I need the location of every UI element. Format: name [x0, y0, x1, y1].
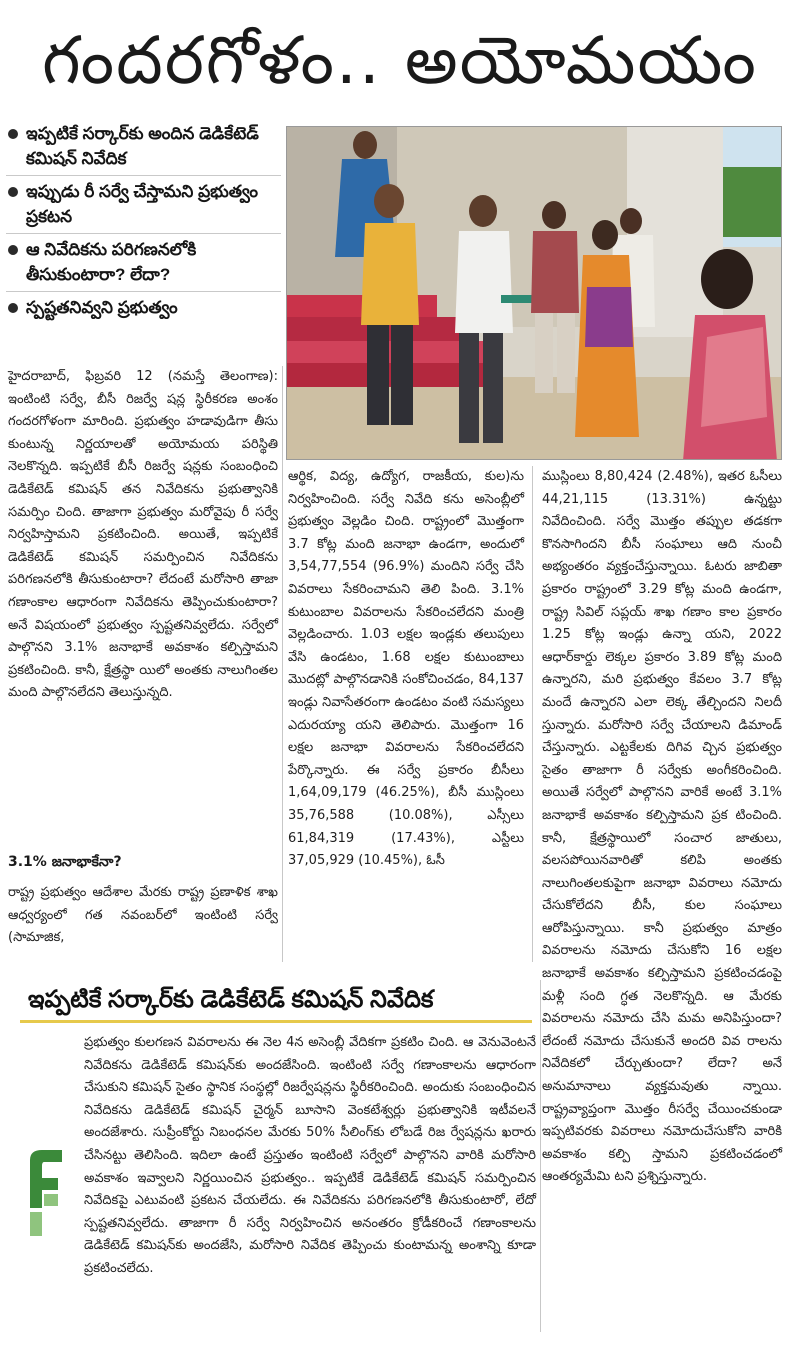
column-divider [540, 980, 541, 1332]
article-column-1: హైదరాబాద్, ఫిబ్రవరి 12 (నమస్తే తెలంగాణ): ఇంటింటి సర్వే, బీసీ రిజర్వే షన్ల స్థిరీకరణ అంశం గందరగోళంగా మారింది. ప్రభుత్వం హడావుడిగా తీసు కుంటున్న నిర్ణయాలతో అయోమయ పరిస్థితి నెలకొన్నది. ఇప్పటికే బీసీ రిజర్వే షన్లకు సంబంధించి డెడికేటెడ్ కమిషన్ తన నివేదికను ప్రభుత్వానికి సమర్పిం చింది. తాజాగా ప్రభుత్వం మరోవైపు రీ సర్వే నిర్వహిస్తామని ప్రకటించింది. అయితే, ఇప్పటికే డెడికేటెడ్ కమిషన్ సమర్పించిన నివేదికను పరిగణనలోకి తీసుకుంటారా? లేదంటే మరోసారి తాజా గణాంకాల ఆధారంగా నివేదికను తెప్పించుకుంటారా? అనే విషయంలో ప్రభుత్వం స్పష్టతనివ్వలేదు. సర్వేలో పాల్గొనని 3.1% జనాభాకే అవకాశం కల్పిస్తామని ప్రకటించింది. కానీ, క్షేత్రస్థా యిలో అంతకు నాలుగింతల మంది పాల్గొనలేదని తెలుస్తున్నది. [8, 369, 278, 701]
headline: గందరగోళం.. అయోమయం [42, 22, 758, 99]
survey-scene-illustration [287, 127, 782, 460]
logo-mark-icon [24, 1150, 64, 1236]
bullet-item [6, 176, 281, 234]
bullet-item [6, 292, 281, 324]
article-column-2: ఆర్థిక, విద్య, ఉద్యోగ, రాజకీయ, కుల)ను నిర్వహించింది. సర్వే నివేది కను అసెంబ్లీలో ప్రభుత్వం వెల్లడిం చింది. రాష్ట్రంలో మొత్తంగా 3.7 కోట్ల మంది జనాభా ఉండగా, అందులో 3,54,77,554 (96.9%) మందిని సర్వే చేసి వివరాలు సేకరించామని తెలి పింది. 3.1% కుటుంబాల వివరాలను సేకరించలేదని మంత్రి వెల్లడించారు. 1.03 లక్షల ఇండ్లకు తలుపులు వేసి ఉండటం, 1.68 లక్షల కుటుంబాలు మొదట్లో పాల్గొనడానికి సంకోచించడం, 84,137 ఇండ్లు నివాసేతరంగా ఉండటం వంటి సమస్యలు ఎదురయ్యా యని తెలిపారు. మొత్తంగా 16 లక్షల జనాభా వివరాలను సేకరించలేదని పేర్కొన్నారు. ఈ సర్వే ప్రకారం బీసీలు 1,64,09,179 (46.25%), బీసీ ముస్లింలు 35,76,588 (10.08%), ఎస్సీలు 61,84,319 (17.43%), ఎస్టీలు 37,05,929 (10.45%), ఓసీ [288, 469, 524, 869]
newspaper-logo-icon [24, 1150, 64, 1236]
column-divider [532, 466, 533, 962]
bullet-dot-icon [8, 303, 18, 313]
bullet-item [6, 118, 281, 176]
box-title-rule [20, 1020, 532, 1023]
bullet-list [6, 118, 281, 324]
bullet-item [6, 234, 281, 292]
column-divider [282, 366, 283, 962]
bullet-dot-icon [8, 129, 18, 139]
article-subhead: 3.1% జనాభాకేనా? [8, 854, 122, 870]
box-title: ఇప్పటికే సర్కార్‌కు డెడికేటెడ్ కమిషన్ నివేదిక [28, 986, 434, 1013]
bullet-dot-icon [8, 245, 18, 255]
bullet-text: ఇప్పటికే సర్కార్‌కు అందిన డెడికేటెడ్ కమిషన్ నివేదిక [26, 124, 259, 168]
article-column-3: ముస్లింలు 8,80,424 (2.48%), ఇతర ఓసీలు 44,21,115 (13.31%) ఉన్నట్టు నివేదించింది. సర్వే మొత్తం తప్పుల తడకగా కొనసాగిందని బీసీ సంఘాలు ఆది నుంచీ అభ్యంతరం వ్యక్తంచేస్తున్నాయి. ఓటరు జాబితా ప్రకారం రాష్ట్రంలో 3.29 కోట్ల మంది ఉండగా, రాష్ట్ర సివిల్ సప్లయ్ శాఖ గణాం కాల ప్రకారం 1.25 కోట్ల ఇండ్లు ఉన్నా యని, 2022 ఆధార్‌కార్డు లెక్కల ప్రకారం 3.89 కోట్ల మంది ఉన్నారని, మరి ప్రభుత్వం కేవలం 3.7 కోట్ల మందే ఉన్నారని ఎలా లెక్క తేల్చిందని నిలదీ స్తున్నారు. మరోసారి సర్వే చేయాలని డిమాండ్ చేస్తున్నారు. ఎట్టకేలకు దిగివ చ్చిన ప్రభుత్వం సైతం తాజాగా రీ సర్వేకు అంగీకరించింది. అయితే సర్వేలో పాల్గొనని వారికే అంటే 3.1% జనాభాకే అవకాశం కల్పిస్తామని ప్రక టించింది. కానీ, క్షేత్రస్థాయిలో సంచార జాతులు, వలసపోయినవారితో కలిపి అంతకు నాలుగింతలకుపైగా జనాభా వివరాలు నమోదు చేసుకోలేదని బీసీ, కుల సంఘాలు ఆరోపిస్తున్నాయి. కానీ ప్రభుత్వం మాత్రం వివరాలను నమోదు చేసుకోని 16 లక్షల జనాభాకే అవకాశం కల్పిస్తామని ప్రకటించడంపై మళ్లీ సంది గ్ధత నెలకొన్నది. ఆ మేరకు వివరాలను నమోదు చేసి మమ అనిపిస్తుందా? లేదంటే నమోదు చేసుకునే అందరి వివ రాలను నివేదికలో చేర్చుతుందా? లేదా? అనే అనుమానాలు వ్యక్తమవుతు న్నాయి. రాష్ట్రవ్యాప్తంగా మొత్తం రీసర్వే చేయించకుండా ఇప్పటివరకు వివరాలు నమోదుచేసుకోని వారికి అవకాశం కల్పి స్తామని ప్రకటించడంలో ఆంతర్యమేమి టని ప్రశ్నిస్తున్నారు. [542, 469, 782, 1185]
bullet-dot-icon [8, 187, 18, 197]
bullet-text: ఆ నివేదికను పరిగణనలోకి తీసుకుంటారా? లేదా? [26, 240, 197, 284]
bullet-text: ఇప్పుడు రీ సర్వే చేస్తామని ప్రభుత్వం ప్రకటన [26, 182, 258, 226]
bullet-text: స్పష్టతనివ్వని ప్రభుత్వం [26, 298, 178, 317]
article-column-1-cont: రాష్ట్ర ప్రభుత్వం ఆదేశాల మేరకు రాష్ట్ర ప్రణాళిక శాఖ ఆధ్వర్యంలో గత నవంబర్‌లో ఇంటింటి సర్వే (సామాజిక, [8, 885, 278, 946]
box-body: ప్రభుత్వం కులగణన వివరాలను ఈ నెల 4న అసెంబ్లీ వేదికగా ప్రకటిం చింది. ఆ వెనువెంటనే నివేదికను డెడికేటెడ్ కమిషన్‌కు అందజేసింది. ఇంటింటి సర్వే గణాంకాలను ఆధారంగా చేసుకుని కమిషన్ సైతం స్థానిక సంస్థల్లో రిజర్వేషన్లను స్థిరీకరించింది. అందుకు సంబంధించిన నివేదికను డెడికేటెడ్ కమిషన్ చైర్మన్ బూసాని వెంకటేశ్వర్లు ప్రభుత్వానికి ఇటీవలనే అందజేశారు. సుప్రీంకోర్టు నిబంధనల మేరకు 50% సీలింగ్‌కు లోబడే రిజ ర్వేషన్లను ఖరారు చేసినట్టు తెలిసింది. ఇదిలా ఉంటే ప్రస్తుతం ఇంటింటి సర్వేలో పాల్గొనని వారికి మరోసారి అవకాశం ఇవ్వాలని నిర్ణయించిన ప్రభుత్వం.. ఇప్పటికే డెడికేటెడ్ కమిషన్ సమర్పించిన నివేదికపై ఎటువంటి ప్రకటన చేయలేదు. ఈ నివేదికను పరిగణనలోకి తీసుకుంటారో, లేదో స్పష్టతనివ్వలేదు. తాజాగా రీ సర్వే నిర్వహించిన అనంతరం క్రోడీకరించే గణాంకాలను డెడికేటెడ్ కమిషన్‌కు అందజేసి, మరోసారి నివేదిక తెప్పించు కుంటామన్న అంశాన్ని కూడా ప్రకటించలేదు. [84, 1035, 536, 1276]
news-photo [286, 126, 782, 460]
